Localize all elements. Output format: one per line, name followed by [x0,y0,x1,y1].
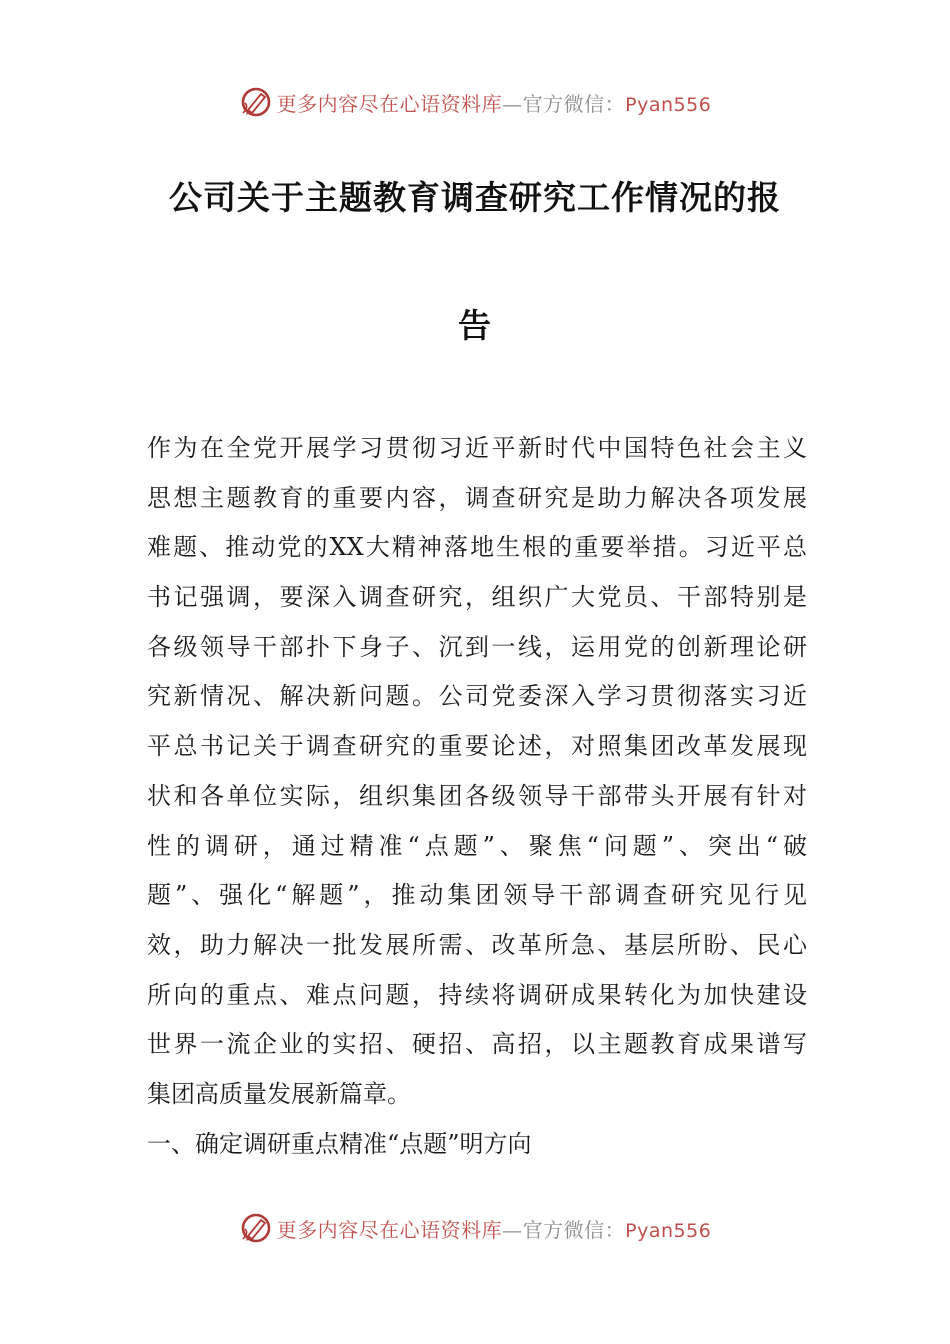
paragraph-line: 思想主题教育的重要内容，调查研究是助力解决各项发展 [147,483,807,512]
paragraph-line: 平总书记关于调查研究的重要论述，对照集团改革发展现 [147,732,807,761]
paragraph-line: 性的调研，通过精准“点题”、聚焦“问题”、突出“破 [147,831,807,860]
pen-circle-logo-icon [239,1211,273,1245]
watermark-site-name: 更多内容尽在心语资料库 [276,91,503,116]
paragraph-line: 各级领导干部扑下身子、沉到一线，运用党的创新理论研 [147,632,807,661]
document-title-line-1: 公司关于主题教育调查研究工作情况的报 [169,178,781,217]
watermark-dash: — [502,1217,523,1242]
footer-watermark [0,1208,950,1248]
watermark-site-name: 更多内容尽在心语资料库 [276,1217,503,1242]
watermark-wechat-label: 官方微信： [522,1217,626,1242]
paragraph-line: 所向的重点、难点问题，持续将调研成果转化为加快建设 [147,980,807,1009]
paragraph-line: 集团高质量发展新篇章。 [147,1079,411,1108]
watermark-wechat-id: Pyan556 [625,93,712,116]
watermark-text [277,1214,712,1243]
section-heading: 一、确定调研重点精准“点题”明方向 [147,1129,532,1158]
paragraph-line: 书记强调，要深入调查研究，组织广大党员、干部特别是 [147,583,807,612]
paragraph-line: 效，助力解决一批发展所需、改革所急、基层所盼、民心 [147,930,807,959]
paragraph-line: 状和各单位实际，组织集团各级领导干部带头开展有针对 [147,781,807,810]
watermark-text [277,88,712,117]
paragraph-line: 题”、强化“解题”，推动集团领导干部调查研究见行见 [147,881,807,910]
paragraph-line: 世界一流企业的实招、硬招、高招，以主题教育成果谱写 [147,1030,807,1059]
watermark-dash: — [502,91,523,116]
pen-circle-logo-icon [239,85,273,119]
paragraph-line: 难题、推动党的XX大精神落地生根的重要举措。习近平总 [147,533,807,562]
document-title-line-2: 告 [458,306,492,345]
paragraph-line: 究新情况、解决新问题。公司党委深入学习贯彻落实习近 [147,682,807,711]
watermark-wechat-label: 官方微信： [522,91,626,116]
watermark-wechat-id: Pyan556 [625,1219,712,1242]
paragraph-line: 作为在全党开展学习贯彻习近平新时代中国特色社会主义 [147,434,807,462]
header-watermark [0,82,950,122]
document-body [147,424,807,1169]
